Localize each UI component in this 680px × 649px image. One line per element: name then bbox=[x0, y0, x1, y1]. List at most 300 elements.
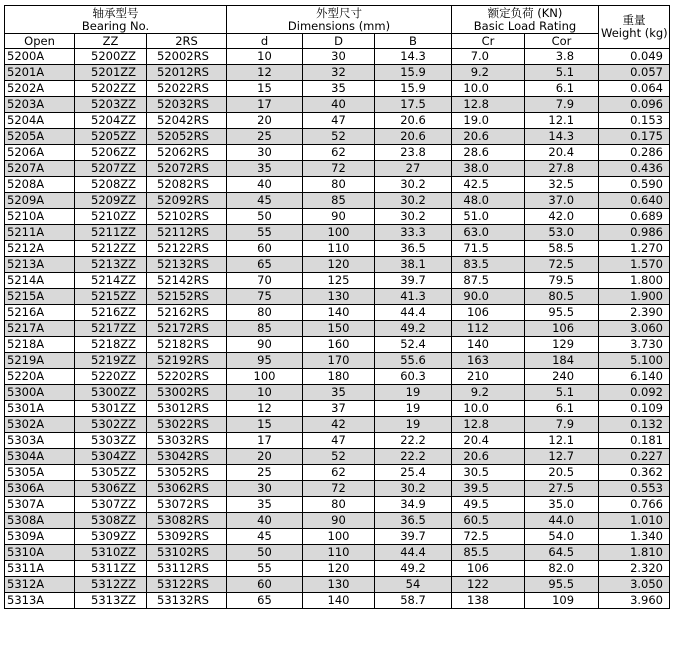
col-zz-header: ZZ bbox=[75, 34, 147, 49]
table-row bbox=[5, 513, 670, 529]
cell-cr-value: 20.6 bbox=[452, 449, 525, 465]
cell-cor-value: 129 bbox=[525, 337, 599, 353]
cell-weight-value: 0.689 bbox=[599, 209, 670, 225]
cell-open-no: 5304A bbox=[5, 449, 75, 465]
cell-cor-value: 14.3 bbox=[525, 129, 599, 145]
cell-weight-value: 0.064 bbox=[599, 81, 670, 97]
cell-cor-value: 32.5 bbox=[525, 177, 599, 193]
cell-outer-d: 85 bbox=[303, 193, 375, 209]
cell-cor-value: 106 bbox=[525, 321, 599, 337]
table-row bbox=[5, 257, 670, 273]
cell-width-b: 22.2 bbox=[375, 433, 452, 449]
cell-cr-value: 49.5 bbox=[452, 497, 525, 513]
table-row bbox=[5, 385, 670, 401]
cell-open-no: 5312A bbox=[5, 577, 75, 593]
cell-width-b: 52.4 bbox=[375, 337, 452, 353]
cell-weight-value: 1.010 bbox=[599, 513, 670, 529]
cell-width-b: 30.2 bbox=[375, 209, 452, 225]
cell-outer-d: 90 bbox=[303, 513, 375, 529]
cell-outer-d: 40 bbox=[303, 97, 375, 113]
cell-cr-value: 90.0 bbox=[452, 289, 525, 305]
cell-width-b: 60.3 bbox=[375, 369, 452, 385]
cell-width-b: 34.9 bbox=[375, 497, 452, 513]
cell-width-b: 19 bbox=[375, 385, 452, 401]
cell-zz-no: 5214ZZ bbox=[75, 273, 147, 289]
cell-bore-d: 40 bbox=[227, 513, 303, 529]
cell-cr-value: 20.6 bbox=[452, 129, 525, 145]
table-row bbox=[5, 81, 670, 97]
cell-open-no: 5310A bbox=[5, 545, 75, 561]
cell-weight-value: 0.986 bbox=[599, 225, 670, 241]
table-row bbox=[5, 193, 670, 209]
cell-weight-value: 1.800 bbox=[599, 273, 670, 289]
cell-width-b: 49.2 bbox=[375, 321, 452, 337]
table-row bbox=[5, 321, 670, 337]
cell-open-no: 5207A bbox=[5, 161, 75, 177]
cell-outer-d: 100 bbox=[303, 225, 375, 241]
cell-cr-value: 106 bbox=[452, 305, 525, 321]
cell-open-no: 5313A bbox=[5, 593, 75, 609]
cell-open-no: 5205A bbox=[5, 129, 75, 145]
cell-weight-value: 1.900 bbox=[599, 289, 670, 305]
cell-cor-value: 12.1 bbox=[525, 433, 599, 449]
cell-open-no: 5300A bbox=[5, 385, 75, 401]
cell-weight-value: 1.270 bbox=[599, 241, 670, 257]
cell-zz-no: 5311ZZ bbox=[75, 561, 147, 577]
table-row bbox=[5, 417, 670, 433]
cell-open-no: 5206A bbox=[5, 145, 75, 161]
cell-zz-no: 5310ZZ bbox=[75, 545, 147, 561]
cell-outer-d: 52 bbox=[303, 129, 375, 145]
cell-2rs-no: 53022RS bbox=[147, 417, 227, 433]
table-row bbox=[5, 145, 670, 161]
cell-zz-no: 5304ZZ bbox=[75, 449, 147, 465]
cell-cor-value: 5.1 bbox=[525, 385, 599, 401]
cell-bore-d: 25 bbox=[227, 129, 303, 145]
cell-2rs-no: 52002RS bbox=[147, 49, 227, 65]
cell-weight-value: 0.175 bbox=[599, 129, 670, 145]
cell-open-no: 5309A bbox=[5, 529, 75, 545]
cell-bore-d: 65 bbox=[227, 257, 303, 273]
cell-bore-d: 50 bbox=[227, 545, 303, 561]
cell-weight-value: 0.590 bbox=[599, 177, 670, 193]
table-row bbox=[5, 561, 670, 577]
cell-cor-value: 53.0 bbox=[525, 225, 599, 241]
cell-outer-d: 170 bbox=[303, 353, 375, 369]
cell-2rs-no: 53122RS bbox=[147, 577, 227, 593]
cell-open-no: 5303A bbox=[5, 433, 75, 449]
weight-header-en: Weight (kg) bbox=[601, 26, 668, 40]
cell-outer-d: 80 bbox=[303, 497, 375, 513]
table-row bbox=[5, 241, 670, 257]
table-row bbox=[5, 289, 670, 305]
cell-width-b: 19 bbox=[375, 417, 452, 433]
cell-outer-d: 42 bbox=[303, 417, 375, 433]
cell-open-no: 5214A bbox=[5, 273, 75, 289]
cell-outer-d: 72 bbox=[303, 161, 375, 177]
table-row bbox=[5, 353, 670, 369]
cell-cor-value: 12.7 bbox=[525, 449, 599, 465]
cell-cr-value: 10.0 bbox=[452, 81, 525, 97]
cell-zz-no: 5309ZZ bbox=[75, 529, 147, 545]
col-cor-header: Cor bbox=[525, 34, 599, 49]
cell-zz-no: 5219ZZ bbox=[75, 353, 147, 369]
cell-weight-value: 0.057 bbox=[599, 65, 670, 81]
cell-open-no: 5211A bbox=[5, 225, 75, 241]
col-open-header: Open bbox=[5, 34, 75, 49]
cell-zz-no: 5313ZZ bbox=[75, 593, 147, 609]
cell-bore-d: 95 bbox=[227, 353, 303, 369]
cell-outer-d: 180 bbox=[303, 369, 375, 385]
cell-cor-value: 184 bbox=[525, 353, 599, 369]
cell-cor-value: 6.1 bbox=[525, 81, 599, 97]
cell-open-no: 5203A bbox=[5, 97, 75, 113]
cell-cor-value: 240 bbox=[525, 369, 599, 385]
cell-weight-value: 1.570 bbox=[599, 257, 670, 273]
cell-width-b: 54 bbox=[375, 577, 452, 593]
cell-open-no: 5301A bbox=[5, 401, 75, 417]
cell-width-b: 22.2 bbox=[375, 449, 452, 465]
cell-2rs-no: 53002RS bbox=[147, 385, 227, 401]
table-row bbox=[5, 449, 670, 465]
table-row bbox=[5, 305, 670, 321]
cell-cr-value: 122 bbox=[452, 577, 525, 593]
cell-bore-d: 12 bbox=[227, 401, 303, 417]
cell-cr-value: 12.8 bbox=[452, 417, 525, 433]
cell-outer-d: 130 bbox=[303, 289, 375, 305]
cell-2rs-no: 52182RS bbox=[147, 337, 227, 353]
cell-cr-value: 63.0 bbox=[452, 225, 525, 241]
cell-cor-value: 95.5 bbox=[525, 305, 599, 321]
cell-bore-d: 15 bbox=[227, 417, 303, 433]
cell-width-b: 36.5 bbox=[375, 241, 452, 257]
cell-cr-value: 39.5 bbox=[452, 481, 525, 497]
cell-bore-d: 55 bbox=[227, 561, 303, 577]
cell-cr-value: 106 bbox=[452, 561, 525, 577]
cell-2rs-no: 52202RS bbox=[147, 369, 227, 385]
cell-2rs-no: 53062RS bbox=[147, 481, 227, 497]
cell-zz-no: 5212ZZ bbox=[75, 241, 147, 257]
cell-cor-value: 58.5 bbox=[525, 241, 599, 257]
cell-2rs-no: 53102RS bbox=[147, 545, 227, 561]
col-2rs-header: 2RS bbox=[147, 34, 227, 49]
cell-2rs-no: 53032RS bbox=[147, 433, 227, 449]
cell-outer-d: 160 bbox=[303, 337, 375, 353]
col-b-header: B bbox=[375, 34, 452, 49]
cell-weight-value: 6.140 bbox=[599, 369, 670, 385]
cell-cor-value: 6.1 bbox=[525, 401, 599, 417]
cell-cr-value: 19.0 bbox=[452, 113, 525, 129]
cell-cor-value: 27.5 bbox=[525, 481, 599, 497]
cell-width-b: 38.1 bbox=[375, 257, 452, 273]
cell-width-b: 30.2 bbox=[375, 193, 452, 209]
cell-bore-d: 30 bbox=[227, 145, 303, 161]
cell-2rs-no: 52122RS bbox=[147, 241, 227, 257]
cell-cor-value: 27.8 bbox=[525, 161, 599, 177]
cell-open-no: 5200A bbox=[5, 49, 75, 65]
cell-outer-d: 35 bbox=[303, 81, 375, 97]
cell-zz-no: 5301ZZ bbox=[75, 401, 147, 417]
dimensions-header-en: Dimensions (mm) bbox=[287, 18, 391, 33]
cell-2rs-no: 52162RS bbox=[147, 305, 227, 321]
cell-zz-no: 5207ZZ bbox=[75, 161, 147, 177]
cell-open-no: 5212A bbox=[5, 241, 75, 257]
load-rating-header-en: Basic Load Rating bbox=[473, 18, 577, 33]
cell-outer-d: 37 bbox=[303, 401, 375, 417]
cell-cor-value: 12.1 bbox=[525, 113, 599, 129]
cell-zz-no: 5300ZZ bbox=[75, 385, 147, 401]
table-row bbox=[5, 129, 670, 145]
table-row bbox=[5, 577, 670, 593]
cell-outer-d: 80 bbox=[303, 177, 375, 193]
cell-cor-value: 20.5 bbox=[525, 465, 599, 481]
cell-2rs-no: 52082RS bbox=[147, 177, 227, 193]
table-row bbox=[5, 161, 670, 177]
cell-cor-value: 44.0 bbox=[525, 513, 599, 529]
bearing-no-header-cn: 轴承型号 bbox=[92, 5, 139, 20]
cell-weight-value: 3.060 bbox=[599, 321, 670, 337]
cell-zz-no: 5205ZZ bbox=[75, 129, 147, 145]
cell-weight-value: 0.109 bbox=[599, 401, 670, 417]
cell-cor-value: 79.5 bbox=[525, 273, 599, 289]
cell-bore-d: 60 bbox=[227, 241, 303, 257]
cell-cr-value: 87.5 bbox=[452, 273, 525, 289]
cell-width-b: 20.6 bbox=[375, 113, 452, 129]
cell-zz-no: 5306ZZ bbox=[75, 481, 147, 497]
cell-cor-value: 7.9 bbox=[525, 97, 599, 113]
cell-width-b: 27 bbox=[375, 161, 452, 177]
cell-bore-d: 70 bbox=[227, 273, 303, 289]
cell-2rs-no: 52042RS bbox=[147, 113, 227, 129]
cell-cr-value: 112 bbox=[452, 321, 525, 337]
table-row bbox=[5, 97, 670, 113]
table-row bbox=[5, 113, 670, 129]
cell-width-b: 36.5 bbox=[375, 513, 452, 529]
cell-cr-value: 138 bbox=[452, 593, 525, 609]
cell-width-b: 41.3 bbox=[375, 289, 452, 305]
cell-width-b: 15.9 bbox=[375, 81, 452, 97]
cell-2rs-no: 52022RS bbox=[147, 81, 227, 97]
cell-weight-value: 0.096 bbox=[599, 97, 670, 113]
cell-cor-value: 95.5 bbox=[525, 577, 599, 593]
cell-outer-d: 100 bbox=[303, 529, 375, 545]
cell-outer-d: 35 bbox=[303, 385, 375, 401]
cell-weight-value: 0.153 bbox=[599, 113, 670, 129]
cell-bore-d: 17 bbox=[227, 433, 303, 449]
cell-open-no: 5308A bbox=[5, 513, 75, 529]
cell-cr-value: 20.4 bbox=[452, 433, 525, 449]
cell-zz-no: 5220ZZ bbox=[75, 369, 147, 385]
cell-zz-no: 5305ZZ bbox=[75, 465, 147, 481]
cell-open-no: 5302A bbox=[5, 417, 75, 433]
cell-weight-value: 0.132 bbox=[599, 417, 670, 433]
cell-2rs-no: 53072RS bbox=[147, 497, 227, 513]
cell-cor-value: 37.0 bbox=[525, 193, 599, 209]
cell-outer-d: 150 bbox=[303, 321, 375, 337]
weight-header bbox=[599, 6, 670, 49]
cell-outer-d: 62 bbox=[303, 465, 375, 481]
cell-outer-d: 125 bbox=[303, 273, 375, 289]
cell-weight-value: 3.050 bbox=[599, 577, 670, 593]
cell-2rs-no: 52172RS bbox=[147, 321, 227, 337]
cell-width-b: 49.2 bbox=[375, 561, 452, 577]
cell-outer-d: 110 bbox=[303, 241, 375, 257]
cell-2rs-no: 52092RS bbox=[147, 193, 227, 209]
cell-bore-d: 17 bbox=[227, 97, 303, 113]
cell-2rs-no: 52032RS bbox=[147, 97, 227, 113]
cell-zz-no: 5203ZZ bbox=[75, 97, 147, 113]
cell-open-no: 5209A bbox=[5, 193, 75, 209]
cell-open-no: 5210A bbox=[5, 209, 75, 225]
cell-2rs-no: 52152RS bbox=[147, 289, 227, 305]
cell-cor-value: 54.0 bbox=[525, 529, 599, 545]
cell-zz-no: 5213ZZ bbox=[75, 257, 147, 273]
cell-open-no: 5218A bbox=[5, 337, 75, 353]
cell-width-b: 14.3 bbox=[375, 49, 452, 65]
cell-bore-d: 20 bbox=[227, 449, 303, 465]
cell-zz-no: 5215ZZ bbox=[75, 289, 147, 305]
cell-2rs-no: 53132RS bbox=[147, 593, 227, 609]
cell-weight-value: 2.390 bbox=[599, 305, 670, 321]
col-cr-header: Cr bbox=[452, 34, 525, 49]
cell-zz-no: 5211ZZ bbox=[75, 225, 147, 241]
cell-width-b: 23.8 bbox=[375, 145, 452, 161]
cell-cr-value: 38.0 bbox=[452, 161, 525, 177]
cell-weight-value: 1.810 bbox=[599, 545, 670, 561]
cell-bore-d: 15 bbox=[227, 81, 303, 97]
table-row bbox=[5, 529, 670, 545]
cell-open-no: 5208A bbox=[5, 177, 75, 193]
table-row bbox=[5, 209, 670, 225]
cell-weight-value: 5.100 bbox=[599, 353, 670, 369]
cell-width-b: 25.4 bbox=[375, 465, 452, 481]
cell-cr-value: 48.0 bbox=[452, 193, 525, 209]
cell-bore-d: 80 bbox=[227, 305, 303, 321]
table-row bbox=[5, 545, 670, 561]
cell-2rs-no: 53012RS bbox=[147, 401, 227, 417]
cell-cor-value: 72.5 bbox=[525, 257, 599, 273]
cell-outer-d: 30 bbox=[303, 49, 375, 65]
cell-bore-d: 25 bbox=[227, 465, 303, 481]
cell-2rs-no: 52112RS bbox=[147, 225, 227, 241]
table-row bbox=[5, 481, 670, 497]
cell-outer-d: 90 bbox=[303, 209, 375, 225]
cell-weight-value: 0.227 bbox=[599, 449, 670, 465]
cell-bore-d: 12 bbox=[227, 65, 303, 81]
cell-zz-no: 5216ZZ bbox=[75, 305, 147, 321]
cell-cor-value: 64.5 bbox=[525, 545, 599, 561]
cell-outer-d: 72 bbox=[303, 481, 375, 497]
dimensions-header-cn: 外型尺寸 bbox=[316, 5, 362, 20]
cell-open-no: 5307A bbox=[5, 497, 75, 513]
cell-cr-value: 30.5 bbox=[452, 465, 525, 481]
cell-2rs-no: 52132RS bbox=[147, 257, 227, 273]
cell-zz-no: 5204ZZ bbox=[75, 113, 147, 129]
cell-cor-value: 82.0 bbox=[525, 561, 599, 577]
weight-header-cn: 重量 bbox=[622, 13, 646, 27]
cell-2rs-no: 53112RS bbox=[147, 561, 227, 577]
cell-cor-value: 80.5 bbox=[525, 289, 599, 305]
col-d-header: d bbox=[227, 34, 303, 49]
cell-outer-d: 47 bbox=[303, 433, 375, 449]
table-row bbox=[5, 401, 670, 417]
dimensions-header bbox=[227, 6, 452, 34]
cell-cor-value: 3.8 bbox=[525, 49, 599, 65]
cell-2rs-no: 52142RS bbox=[147, 273, 227, 289]
cell-bore-d: 45 bbox=[227, 529, 303, 545]
cell-outer-d: 110 bbox=[303, 545, 375, 561]
cell-outer-d: 140 bbox=[303, 593, 375, 609]
cell-zz-no: 5308ZZ bbox=[75, 513, 147, 529]
cell-width-b: 30.2 bbox=[375, 481, 452, 497]
cell-zz-no: 5206ZZ bbox=[75, 145, 147, 161]
table-row bbox=[5, 337, 670, 353]
cell-cr-value: 7.0 bbox=[452, 49, 525, 65]
col-outer-d-header: D bbox=[303, 34, 375, 49]
cell-weight-value: 0.362 bbox=[599, 465, 670, 481]
cell-2rs-no: 52052RS bbox=[147, 129, 227, 145]
cell-cr-value: 210 bbox=[452, 369, 525, 385]
cell-open-no: 5219A bbox=[5, 353, 75, 369]
cell-zz-no: 5218ZZ bbox=[75, 337, 147, 353]
cell-2rs-no: 52012RS bbox=[147, 65, 227, 81]
cell-width-b: 58.7 bbox=[375, 593, 452, 609]
cell-2rs-no: 53082RS bbox=[147, 513, 227, 529]
bearing-spec-table-container bbox=[4, 5, 670, 609]
cell-width-b: 17.5 bbox=[375, 97, 452, 113]
cell-weight-value: 0.436 bbox=[599, 161, 670, 177]
cell-weight-value: 0.181 bbox=[599, 433, 670, 449]
table-row bbox=[5, 465, 670, 481]
cell-open-no: 5311A bbox=[5, 561, 75, 577]
cell-width-b: 30.2 bbox=[375, 177, 452, 193]
cell-cr-value: 12.8 bbox=[452, 97, 525, 113]
load-rating-header-cn: 额定负荷 (KN) bbox=[487, 5, 563, 20]
cell-zz-no: 5303ZZ bbox=[75, 433, 147, 449]
cell-bore-d: 40 bbox=[227, 177, 303, 193]
cell-bore-d: 85 bbox=[227, 321, 303, 337]
cell-width-b: 44.4 bbox=[375, 305, 452, 321]
cell-width-b: 15.9 bbox=[375, 65, 452, 81]
cell-open-no: 5217A bbox=[5, 321, 75, 337]
cell-outer-d: 140 bbox=[303, 305, 375, 321]
cell-2rs-no: 53042RS bbox=[147, 449, 227, 465]
cell-open-no: 5216A bbox=[5, 305, 75, 321]
cell-cor-value: 20.4 bbox=[525, 145, 599, 161]
cell-open-no: 5305A bbox=[5, 465, 75, 481]
cell-cr-value: 60.5 bbox=[452, 513, 525, 529]
table-row bbox=[5, 225, 670, 241]
cell-bore-d: 100 bbox=[227, 369, 303, 385]
cell-outer-d: 120 bbox=[303, 257, 375, 273]
cell-bore-d: 60 bbox=[227, 577, 303, 593]
table-row bbox=[5, 273, 670, 289]
cell-cr-value: 163 bbox=[452, 353, 525, 369]
table-row bbox=[5, 177, 670, 193]
cell-open-no: 5215A bbox=[5, 289, 75, 305]
cell-bore-d: 55 bbox=[227, 225, 303, 241]
cell-zz-no: 5209ZZ bbox=[75, 193, 147, 209]
cell-cor-value: 7.9 bbox=[525, 417, 599, 433]
cell-cor-value: 109 bbox=[525, 593, 599, 609]
cell-zz-no: 5201ZZ bbox=[75, 65, 147, 81]
cell-2rs-no: 52072RS bbox=[147, 161, 227, 177]
cell-cr-value: 51.0 bbox=[452, 209, 525, 225]
cell-open-no: 5204A bbox=[5, 113, 75, 129]
table-header bbox=[5, 6, 670, 49]
cell-zz-no: 5208ZZ bbox=[75, 177, 147, 193]
cell-zz-no: 5302ZZ bbox=[75, 417, 147, 433]
